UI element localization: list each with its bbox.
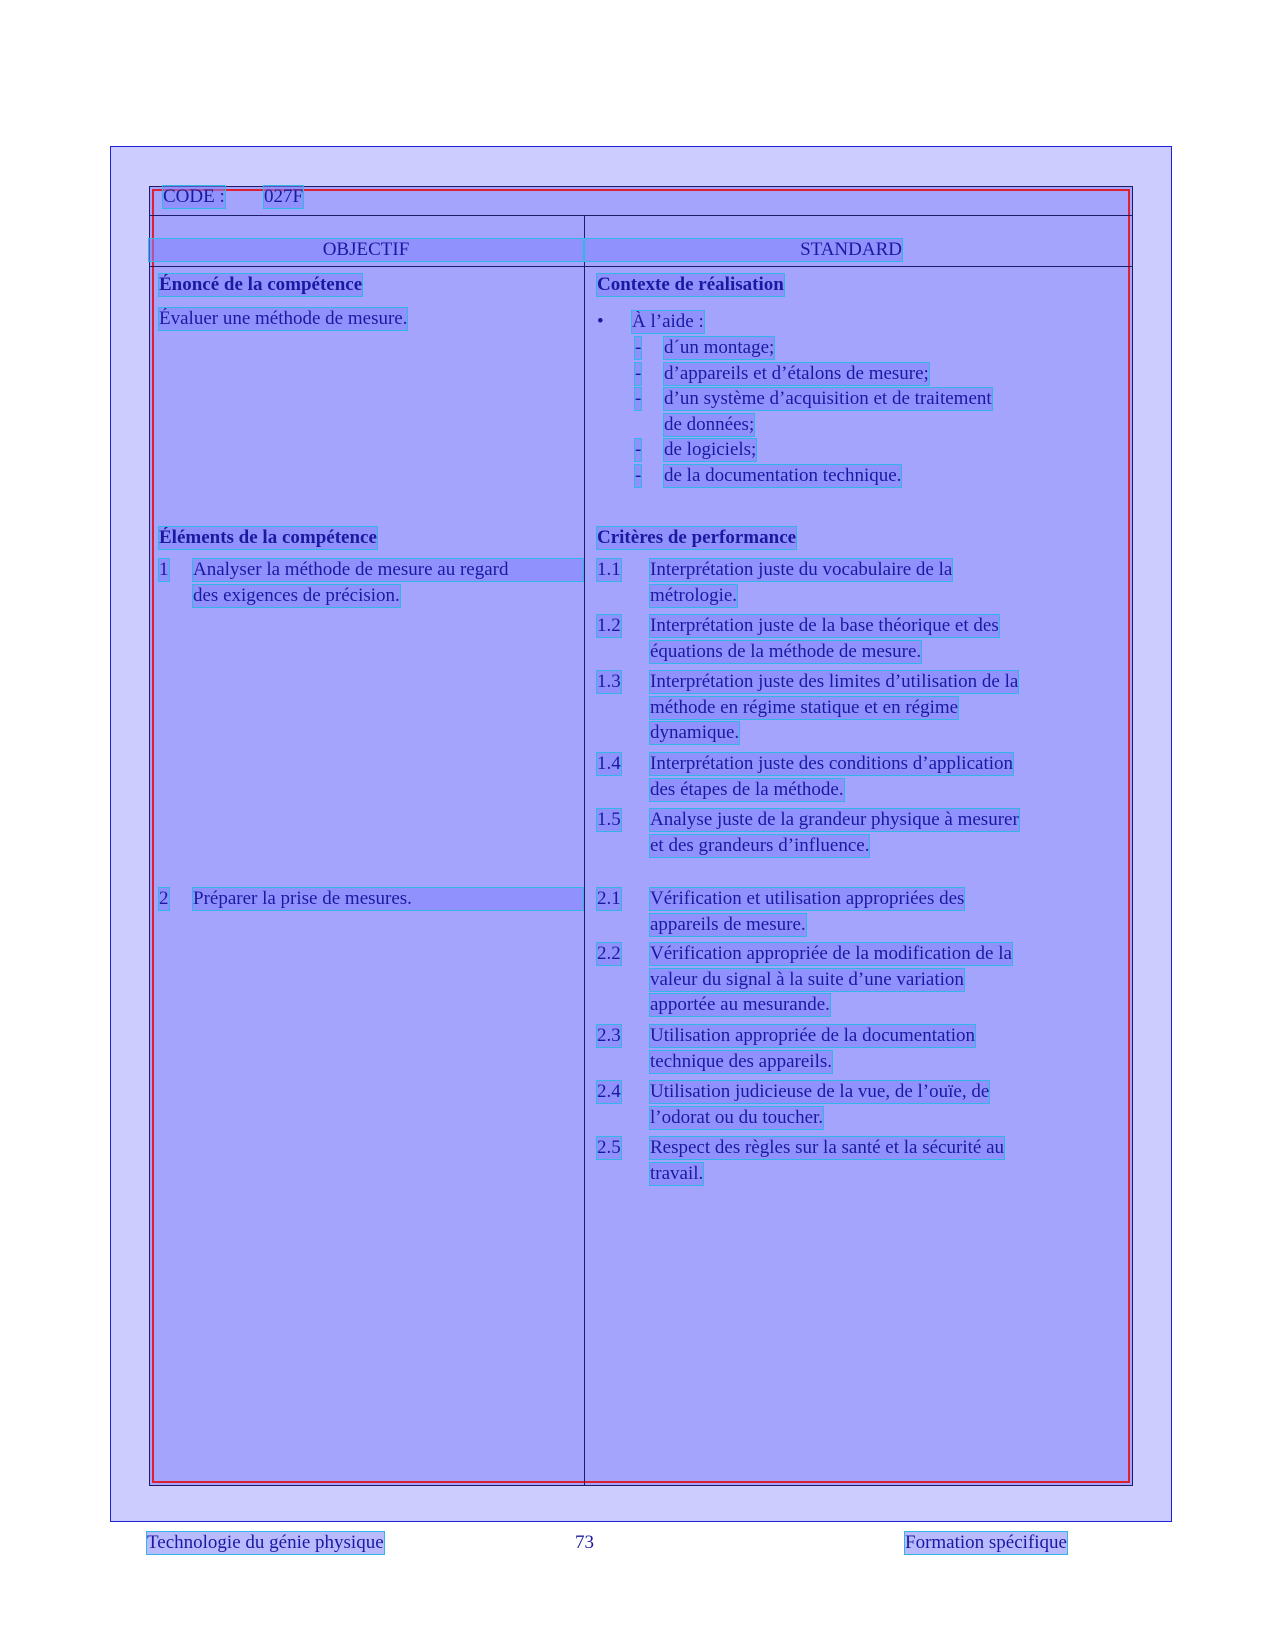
column-divider bbox=[584, 216, 585, 1486]
aide-item-text: d´un montage; bbox=[664, 337, 775, 358]
critere-text-line: Analyse juste de la grandeur physique à mesurer bbox=[650, 809, 1019, 830]
aide-item-text: de la documentation technique. bbox=[664, 464, 902, 486]
aide-item-dash: - bbox=[635, 464, 642, 486]
code-label: CODE : bbox=[163, 186, 225, 207]
critere-text-line: Utilisation judicieuse de la vue, de l’ouïe, de bbox=[650, 1081, 990, 1102]
aide-item-text: de logiciels; bbox=[664, 439, 757, 460]
critere-text-line: Interprétation juste de la base théorique et des bbox=[650, 615, 999, 636]
critere-text-line: valeur du signal à la suite d’une variation bbox=[650, 968, 964, 990]
critere-number: 1.1 bbox=[597, 559, 621, 580]
footer-right: Formation spécifique bbox=[905, 1532, 1067, 1553]
critere-text-line: travail. bbox=[650, 1162, 704, 1184]
elements-title: Éléments de la compétence bbox=[159, 527, 377, 548]
critere-text-line: Vérification appropriée de la modification de la bbox=[650, 943, 1012, 964]
critere-text-line: Interprétation juste des conditions d’application bbox=[650, 753, 1014, 774]
critere-text-line: Interprétation juste du vocabulaire de la bbox=[650, 559, 953, 580]
critere-text-line: apportée au mesurande. bbox=[650, 994, 830, 1015]
code-row-divider bbox=[149, 215, 1133, 216]
critere-number: 1.3 bbox=[597, 671, 621, 692]
contexte-title: Contexte de réalisation bbox=[597, 274, 784, 295]
element-text-line: des exigences de précision. bbox=[193, 584, 400, 606]
code-value: 027F bbox=[264, 186, 304, 207]
aide-item-text: d’un système d’acquisition et de traitement bbox=[664, 388, 992, 409]
aide-bullet: • bbox=[597, 311, 604, 332]
critere-text-line: technique des appareils. bbox=[650, 1050, 833, 1072]
aide-item-text: d’appareils et d’étalons de mesure; bbox=[664, 362, 929, 384]
element-text-line: Préparer la prise de mesures. bbox=[193, 888, 583, 910]
critere-text-line: Utilisation appropriée de la documentation bbox=[650, 1025, 976, 1046]
critere-text-line: dynamique. bbox=[650, 722, 740, 743]
critere-number: 2.5 bbox=[597, 1137, 621, 1158]
aide-item-dash: - bbox=[635, 337, 642, 358]
critere-text-line: méthode en régime statique et en régime bbox=[650, 696, 959, 718]
standard-header: STANDARD bbox=[585, 239, 902, 261]
critere-number: 1.5 bbox=[597, 809, 621, 830]
critere-text-line: équations de la méthode de mesure. bbox=[650, 640, 922, 662]
aide-item-dash: - bbox=[635, 439, 642, 460]
critere-text-line: appareils de mesure. bbox=[650, 913, 806, 935]
element-number: 1 bbox=[159, 559, 169, 580]
element-number: 2 bbox=[159, 888, 169, 909]
aide-item-dash: - bbox=[635, 362, 642, 384]
critere-number: 2.2 bbox=[597, 943, 621, 964]
objectif-header: OBJECTIF bbox=[149, 239, 583, 261]
header-row-divider bbox=[149, 266, 1133, 267]
critere-text-line: Respect des règles sur la santé et la sécurité au bbox=[650, 1137, 1004, 1158]
critere-text-line: Interprétation juste des limites d’utilisation de la bbox=[650, 671, 1019, 692]
critere-number: 1.2 bbox=[597, 615, 621, 636]
aide-item-dash: - bbox=[635, 388, 642, 409]
criteres-title: Critères de performance bbox=[597, 527, 797, 548]
enonce-title: Énoncé de la compétence bbox=[159, 274, 363, 295]
critere-text-line: et des grandeurs d’influence. bbox=[650, 834, 870, 856]
critere-text-line: des étapes de la méthode. bbox=[650, 778, 844, 800]
critere-number: 2.3 bbox=[597, 1025, 621, 1046]
critere-text-line: métrologie. bbox=[650, 584, 738, 606]
aide-item-text: de données; bbox=[664, 413, 755, 435]
critere-number: 2.1 bbox=[597, 888, 621, 909]
critere-text-line: Vérification et utilisation appropriées des bbox=[650, 888, 965, 909]
aide-intro: À l’aide : bbox=[632, 311, 704, 332]
critere-number: 2.4 bbox=[597, 1081, 621, 1102]
element-text-line: Analyser la méthode de mesure au regard bbox=[193, 559, 583, 581]
footer-left: Technologie du génie physique bbox=[147, 1532, 384, 1553]
enonce-text: Évaluer une méthode de mesure. bbox=[159, 308, 408, 329]
footer-page-number: 73 bbox=[575, 1532, 594, 1553]
critere-number: 1.4 bbox=[597, 753, 621, 774]
critere-text-line: l’odorat ou du toucher. bbox=[650, 1106, 824, 1128]
